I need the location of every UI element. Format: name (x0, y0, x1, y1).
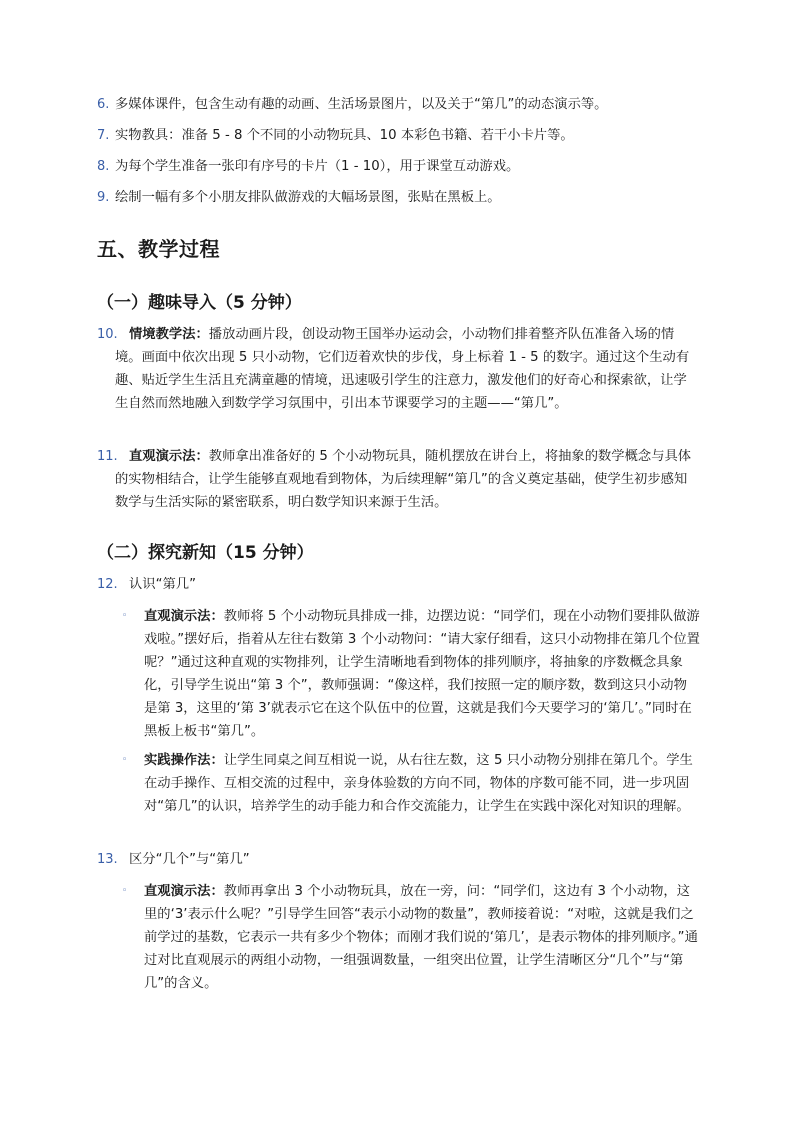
list-text: 区分“几个”与“第几” (129, 852, 250, 867)
list-number: 6. (97, 97, 110, 112)
bullet-icon: ◦ (122, 611, 128, 621)
bullet-paragraph (144, 749, 700, 818)
list-text: 实物教具：准备 5 - 8 个不同的小动物玩具、10 本彩色书籍、若干小卡片等。 (115, 128, 574, 143)
method-label: 直观演示法： (144, 609, 224, 624)
paragraph-text: 让学生同桌之间互相说一说，从右往左数，这 5 只小动物分别排在第几个。学生在动手操作、互相交流的过程中，亲身体验数的方向不同，物体的序数可能不同，进一步巩固对“第几”的认识，培养学生的动手能力和合作交流能力，让学生在实践中深化对知识的理解。 (144, 753, 693, 814)
list-text: 绘制一幅有多个小朋友排队做游戏的大幅场景图，张贴在黑板上。 (115, 190, 501, 205)
subsection-heading: （一）趣味导入（5 分钟） (97, 293, 302, 313)
bullet-icon: ◦ (122, 755, 128, 765)
method-label: 直观演示法： (144, 884, 224, 899)
bullet-icon: ◦ (122, 886, 128, 896)
bullet-paragraph (144, 880, 700, 995)
list-text: 多媒体课件，包含生动有趣的动画、生活场景图片，以及关于“第几”的动态演示等。 (115, 97, 608, 112)
list-number: 9. (97, 190, 110, 205)
list-paragraph (115, 445, 695, 514)
paragraph-text: 播放动画片段，创设动物王国举办运动会，小动物们排着整齐队伍准备入场的情境。画面中依次出现 5 只小动物，它们迈着欢快的步伐，身上标着 1 - 5 的数字。通过这个生动有趣、贴近学生生活且充满童趣的情境，迅速吸引学生的注意力，激发他们的好奇心和探索欲，让学生自然而然地融入到数学学习氛围中，引出本节课要学习的主题——“第几”。 (115, 327, 690, 411)
paragraph-text: 教师再拿出 3 个小动物玩具，放在一旁，问：“同学们，这边有 3 个小动物，这里的‘3’表示什么呢？”引导学生回答“表示小动物的数量”，教师接着说：“对啦，这就是我们之前学过的基数，它表示一共有多少个物体；而刚才我们说的‘第几’，是表示物体的排列顺序。”通过对比直观展示的两组小动物，一组强调数量，一组突出位置，让学生清晰区分“几个”与“第几”的含义。 (144, 884, 698, 991)
paragraph-text: 教师拿出准备好的 5 个小动物玩具，随机摆放在讲台上，将抽象的数学概念与具体的实物相结合，让学生能够直观地看到物体，为后续理解“第几”的含义奠定基础，使学生初步感知数学与生活实际的紧密联系，明白数学知识来源于生活。 (115, 449, 692, 510)
list-text: 为每个学生准备一张印有序号的卡片（1 - 10），用于课堂互动游戏。 (115, 159, 520, 174)
method-label: 情境教学法： (129, 327, 209, 342)
list-number: 7. (97, 128, 110, 143)
method-label: 实践操作法： (144, 753, 224, 768)
list-number: 12. (97, 577, 118, 592)
list-number: 8. (97, 159, 110, 174)
section-heading: 五、教学过程 (97, 237, 220, 261)
bullet-paragraph (144, 605, 700, 743)
list-number: 10. (97, 327, 118, 342)
method-label: 直观演示法： (129, 449, 209, 464)
list-number: 13. (97, 852, 118, 867)
list-number: 11. (97, 449, 118, 464)
list-text: 认识“第几” (129, 577, 196, 592)
paragraph-text: 教师将 5 个小动物玩具排成一排，边摆边说：“同学们，现在小动物们要排队做游戏啦。”摆好后，指着从左往右数第 3 个小动物问：“请大家仔细看，这只小动物排在第几个位置呢？”通过这种直观的实物排列，让学生清晰地看到物体的排列顺序，将抽象的序数概念具象化，引导学生说出“第 3 个”，教师强调：“像这样，我们按照一定的顺序数，数到这只小动物是第 3，这里的‘第 3’就表示它在这个队伍中的位置，这就是我们今天要学习的‘第几’。”同时在黑板上板书“第几”。 (144, 609, 700, 739)
subsection-heading: （二）探究新知（15 分钟） (97, 543, 314, 563)
list-paragraph (115, 323, 695, 415)
